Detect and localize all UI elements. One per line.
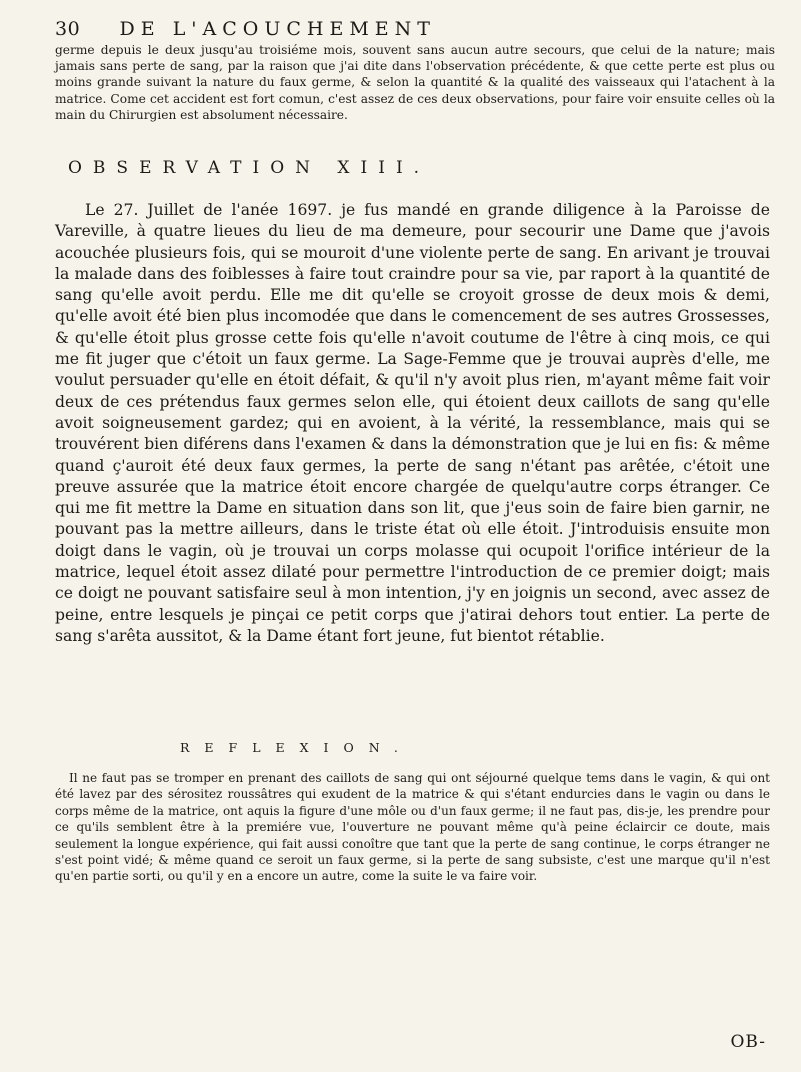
catchword: OB- [730, 1032, 766, 1052]
observation-paragraph [55, 200, 770, 647]
page-number: 30 [55, 18, 81, 40]
intro-paragraph: germe depuis le deux jusqu'au troisiéme mois, souvent sans aucun autre secours, que celui de la nature; mais jamais sans perte de sang, par la raison que j'ai dite dans l'observation précédente, & que cette perte est plus ou moins grande suivant la nature du faux germe, & selon la quantité & la qualité des vaisseaux qui l'atachent à la matrice. Come cet accident est fort comun, c'est assez de ces deux observations, pour faire voir ensuite celles où la main du Chirurgien est absolument nécessaire. [55, 43, 775, 122]
observation-heading: OBSERVATION XIII. [68, 158, 431, 178]
running-title: DE L'ACOUCHEMENT [119, 18, 436, 40]
reflexion-text: Il ne faut pas se tromper en prenant des caillots de sang qui ont séjourné quelque tems dans le vagin, & qui ont été lavez par des sérositez roussâtres qui exudent de la matrice & qui s'étant endurcies dans le vagin ou dans le corps même de la matrice, ont aquis la figure d'une môle ou d'un faux germe; il ne faut pas, dis-je, les prendre pour ce qu'ils semblent être à la premiére vue, l'ouverture ne pouvant même qu'à peine éclaircir ce doute, mais seulement la longue expérience, qui fait aussi conoître que tant que la perte de sang continue, le corps étranger ne s'est point vidé; & même quand ce seroit un faux germe, si la perte de sang subsiste, c'est une marque qu'il n'est qu'en partie sorti, ou qu'il y en a encore un autre, come la suite le va faire voir. [55, 771, 770, 884]
reflexion-heading: REFLEXION. [180, 740, 413, 755]
reflexion-paragraph [55, 770, 770, 885]
page-header [55, 18, 775, 40]
observation-text: Le 27. Juillet de l'anée 1697. je fus mandé en grande diligence à la Paroisse de Vareville, à quatre lieues du lieu de ma demeure, pour secourir une Dame que j'avois acouchée plusieurs fois, qui se mouroit d'une violente perte de sang. En arivant je trouvai la malade dans des foiblesses à faire tout craindre pour sa vie, par raport à la quantité de sang qu'elle avoit perdu. Elle me dit qu'elle se croyoit grosse de deux mois & demi, qu'elle avoit été bien plus incomodée que dans le comencement de ses autres Grossesses, & qu'elle étoit plus grosse cette fois qu'elle n'avoit coutume de l'être à cinq mois, ce qui me fit juger que c'étoit un faux germe. La Sage-Femme que je trouvai auprès d'elle, me voulut persuader qu'elle en étoit défait, & qu'il n'y avoit plus rien, m'ayant même fait voir deux de ces prétendus faux germes selon elle, qui étoient deux caillots de sang qu'elle avoit soigneusement gardez; qui en avoient, à la vérité, la ressemblance, mais qui se trouvérent bien diférens dans l'examen & dans la démonstration que je lui en fis: & même quand ç'auroit été deux faux germes, la perte de sang n'étant pas arêtée, c'étoit une preuve assurée que la matrice étoit encore chargée de quelqu'autre corps étranger. Ce qui me fit mettre la Dame en situation dans son lit, que j'eus soin de faire bien garnir, ne pouvant pas la mettre ailleurs, dans le triste état où elle étoit. J'introduisis ensuite mon doigt dans le vagin, où je trouvai un corps molasse qui ocupoit l'orifice intérieur de la matrice, lequel étoit assez dilaté pour permettre l'introduction de ce premier doigt; mais ce doigt ne pouvant satisfaire seul à mon intention, j'y en joignis un second, avec assez de peine, entre lesquels je pinçai ce petit corps que j'atirai dehors tout entier. La perte de sang s'arêta aussitot, & la Dame étant fort jeune, fut bientot rétablie. [55, 201, 770, 645]
